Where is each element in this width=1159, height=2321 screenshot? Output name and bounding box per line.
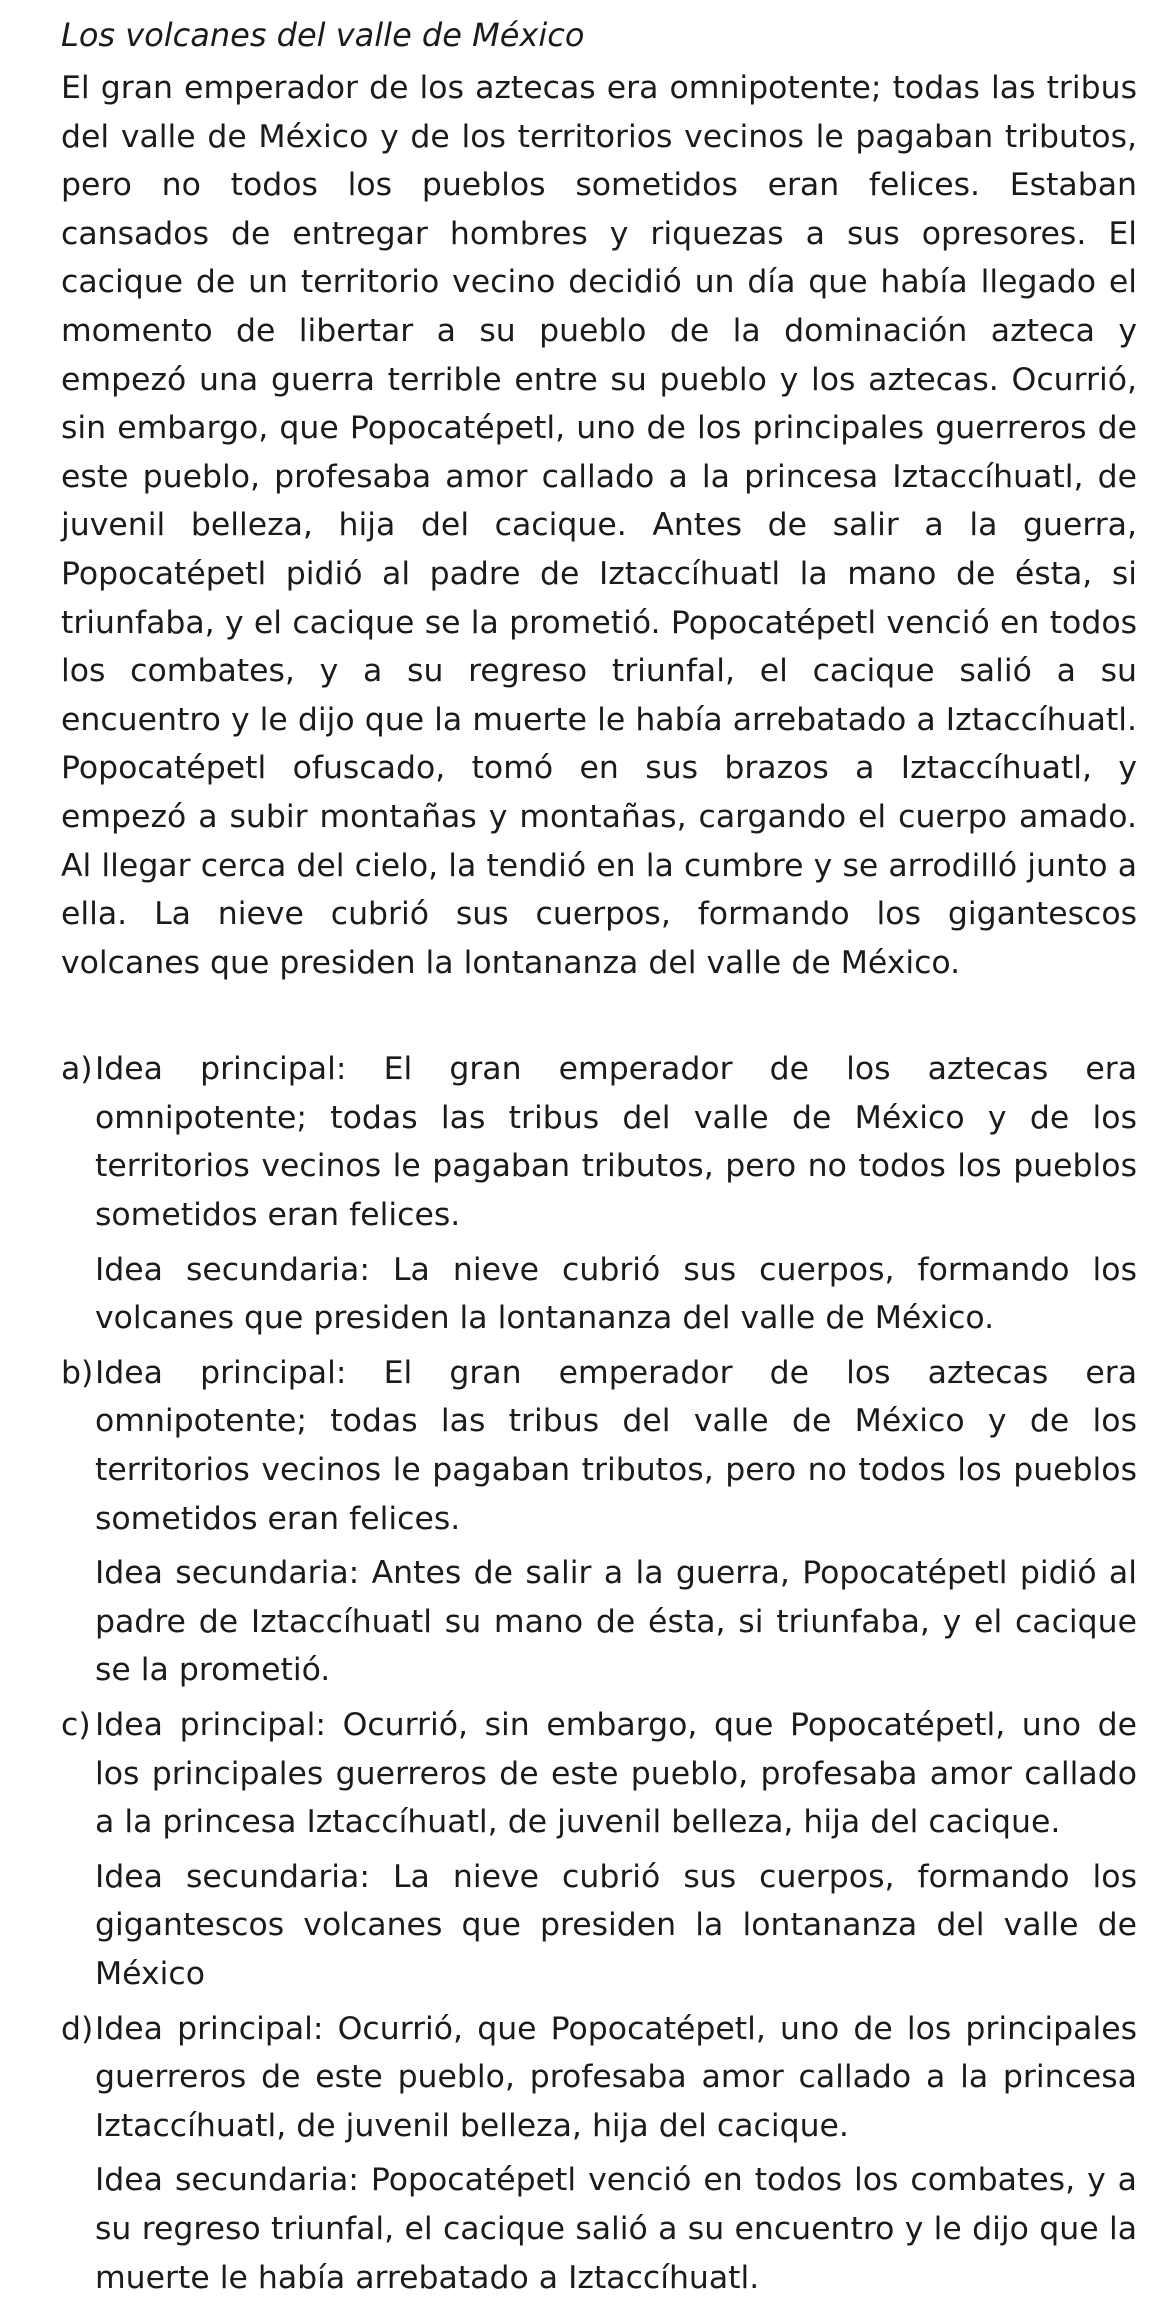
- idea-principal: Idea principal: El gran emperador de los aztecas era omnipotente; todas las tribus del valle de México y de los territorios vecinos le pagaban tributos, pero no todos los pueblos sometidos eran felices.: [95, 1051, 1137, 1234]
- idea-secundaria: Idea secundaria: Antes de salir a la guerra, Popocatépetl pidió al padre de Iztaccíhuatl su mano de ésta, si triunfaba, y el cacique se la prometió.: [95, 1555, 1137, 1689]
- idea-principal: Idea principal: Ocurrió, que Popocatépetl, uno de los principales guerreros de este pueblo, profesaba amor callado a la princesa Iztaccíhuatl, de juvenil belleza, hija del cacique.: [95, 2010, 1137, 2144]
- answer-options: [61, 1045, 1137, 2302]
- idea-secundaria: Idea secundaria: Popocatépetl venció en todos los combates, y a su regreso triunfal, el cacique salió a su encuentro y le dijo que la muerte le había arrebatado a Iztaccíhuatl.: [95, 2162, 1137, 2296]
- idea-secundaria: Idea secundaria: La nieve cubrió sus cuerpos, formando los volcanes que presiden la lontananza del valle de México.: [95, 1251, 1137, 1337]
- option-letter: b): [61, 1354, 94, 1391]
- option-letter: d): [61, 2010, 94, 2047]
- idea-principal: Idea principal: El gran emperador de los aztecas era omnipotente; todas las tribus del valle de México y de los territorios vecinos le pagaban tributos, pero no todos los pueblos sometidos eran felices.: [95, 1354, 1137, 1537]
- passage-text: El gran emperador de los aztecas era omnipotente; todas las tribus del valle de México y de los territorios vecinos le pagaban tributos, pero no todos los pueblos sometidos eran felices. Estaban cansados de entregar hombres y riquezas a sus opresores. El cacique de un territorio vecino decidió un día que había llegado el momento de libertar a su pueblo de la dominación azteca y empezó una guerra terrible entre su pueblo y los aztecas. Ocurrió, sin embargo, que Popocatépetl, uno de los principales guerreros de este pueblo, profesaba amor callado a la princesa Iztaccíhuatl, de juvenil belleza, hija del cacique. Antes de salir a la guerra, Popocatépetl pidió al padre de Iztaccíhuatl la mano de ésta, si triunfaba, y el cacique se la prometió. Popocatépetl venció en todos los combates, y a su regreso triunfal, el cacique salió a su encuentro y le dijo que la muerte le había arrebatado a Iztaccíhuatl. Popocatépetl ofuscado, tomó en sus brazos a Iztaccíhuatl, y empezó a subir montañas y montañas, cargando el cuerpo amado. Al llegar cerca del cielo, la tendió en la cumbre y se arrodilló junto a ella. La nieve cubrió sus cuerpos, formando los gigantescos volcanes que presiden la lontananza del valle de México.: [61, 70, 1137, 981]
- option-d[interactable]: [61, 2005, 1137, 2303]
- option-c[interactable]: [61, 1701, 1137, 1999]
- idea-principal: Idea principal: Ocurrió, sin embargo, que Popocatépetl, uno de los principales guerreros de este pueblo, profesaba amor callado a la princesa Iztaccíhuatl, de juvenil belleza, hija del cacique.: [95, 1707, 1137, 1841]
- option-a[interactable]: [61, 1045, 1137, 1343]
- idea-secundaria: Idea secundaria: La nieve cubrió sus cuerpos, formando los gigantescos volcanes que presiden la lontananza del valle de México: [95, 1858, 1137, 1992]
- option-letter: c): [61, 1707, 91, 1743]
- passage-title: Los volcanes del valle de México: [61, 16, 585, 54]
- option-letter: a): [61, 1051, 93, 1088]
- option-b[interactable]: [61, 1349, 1137, 1695]
